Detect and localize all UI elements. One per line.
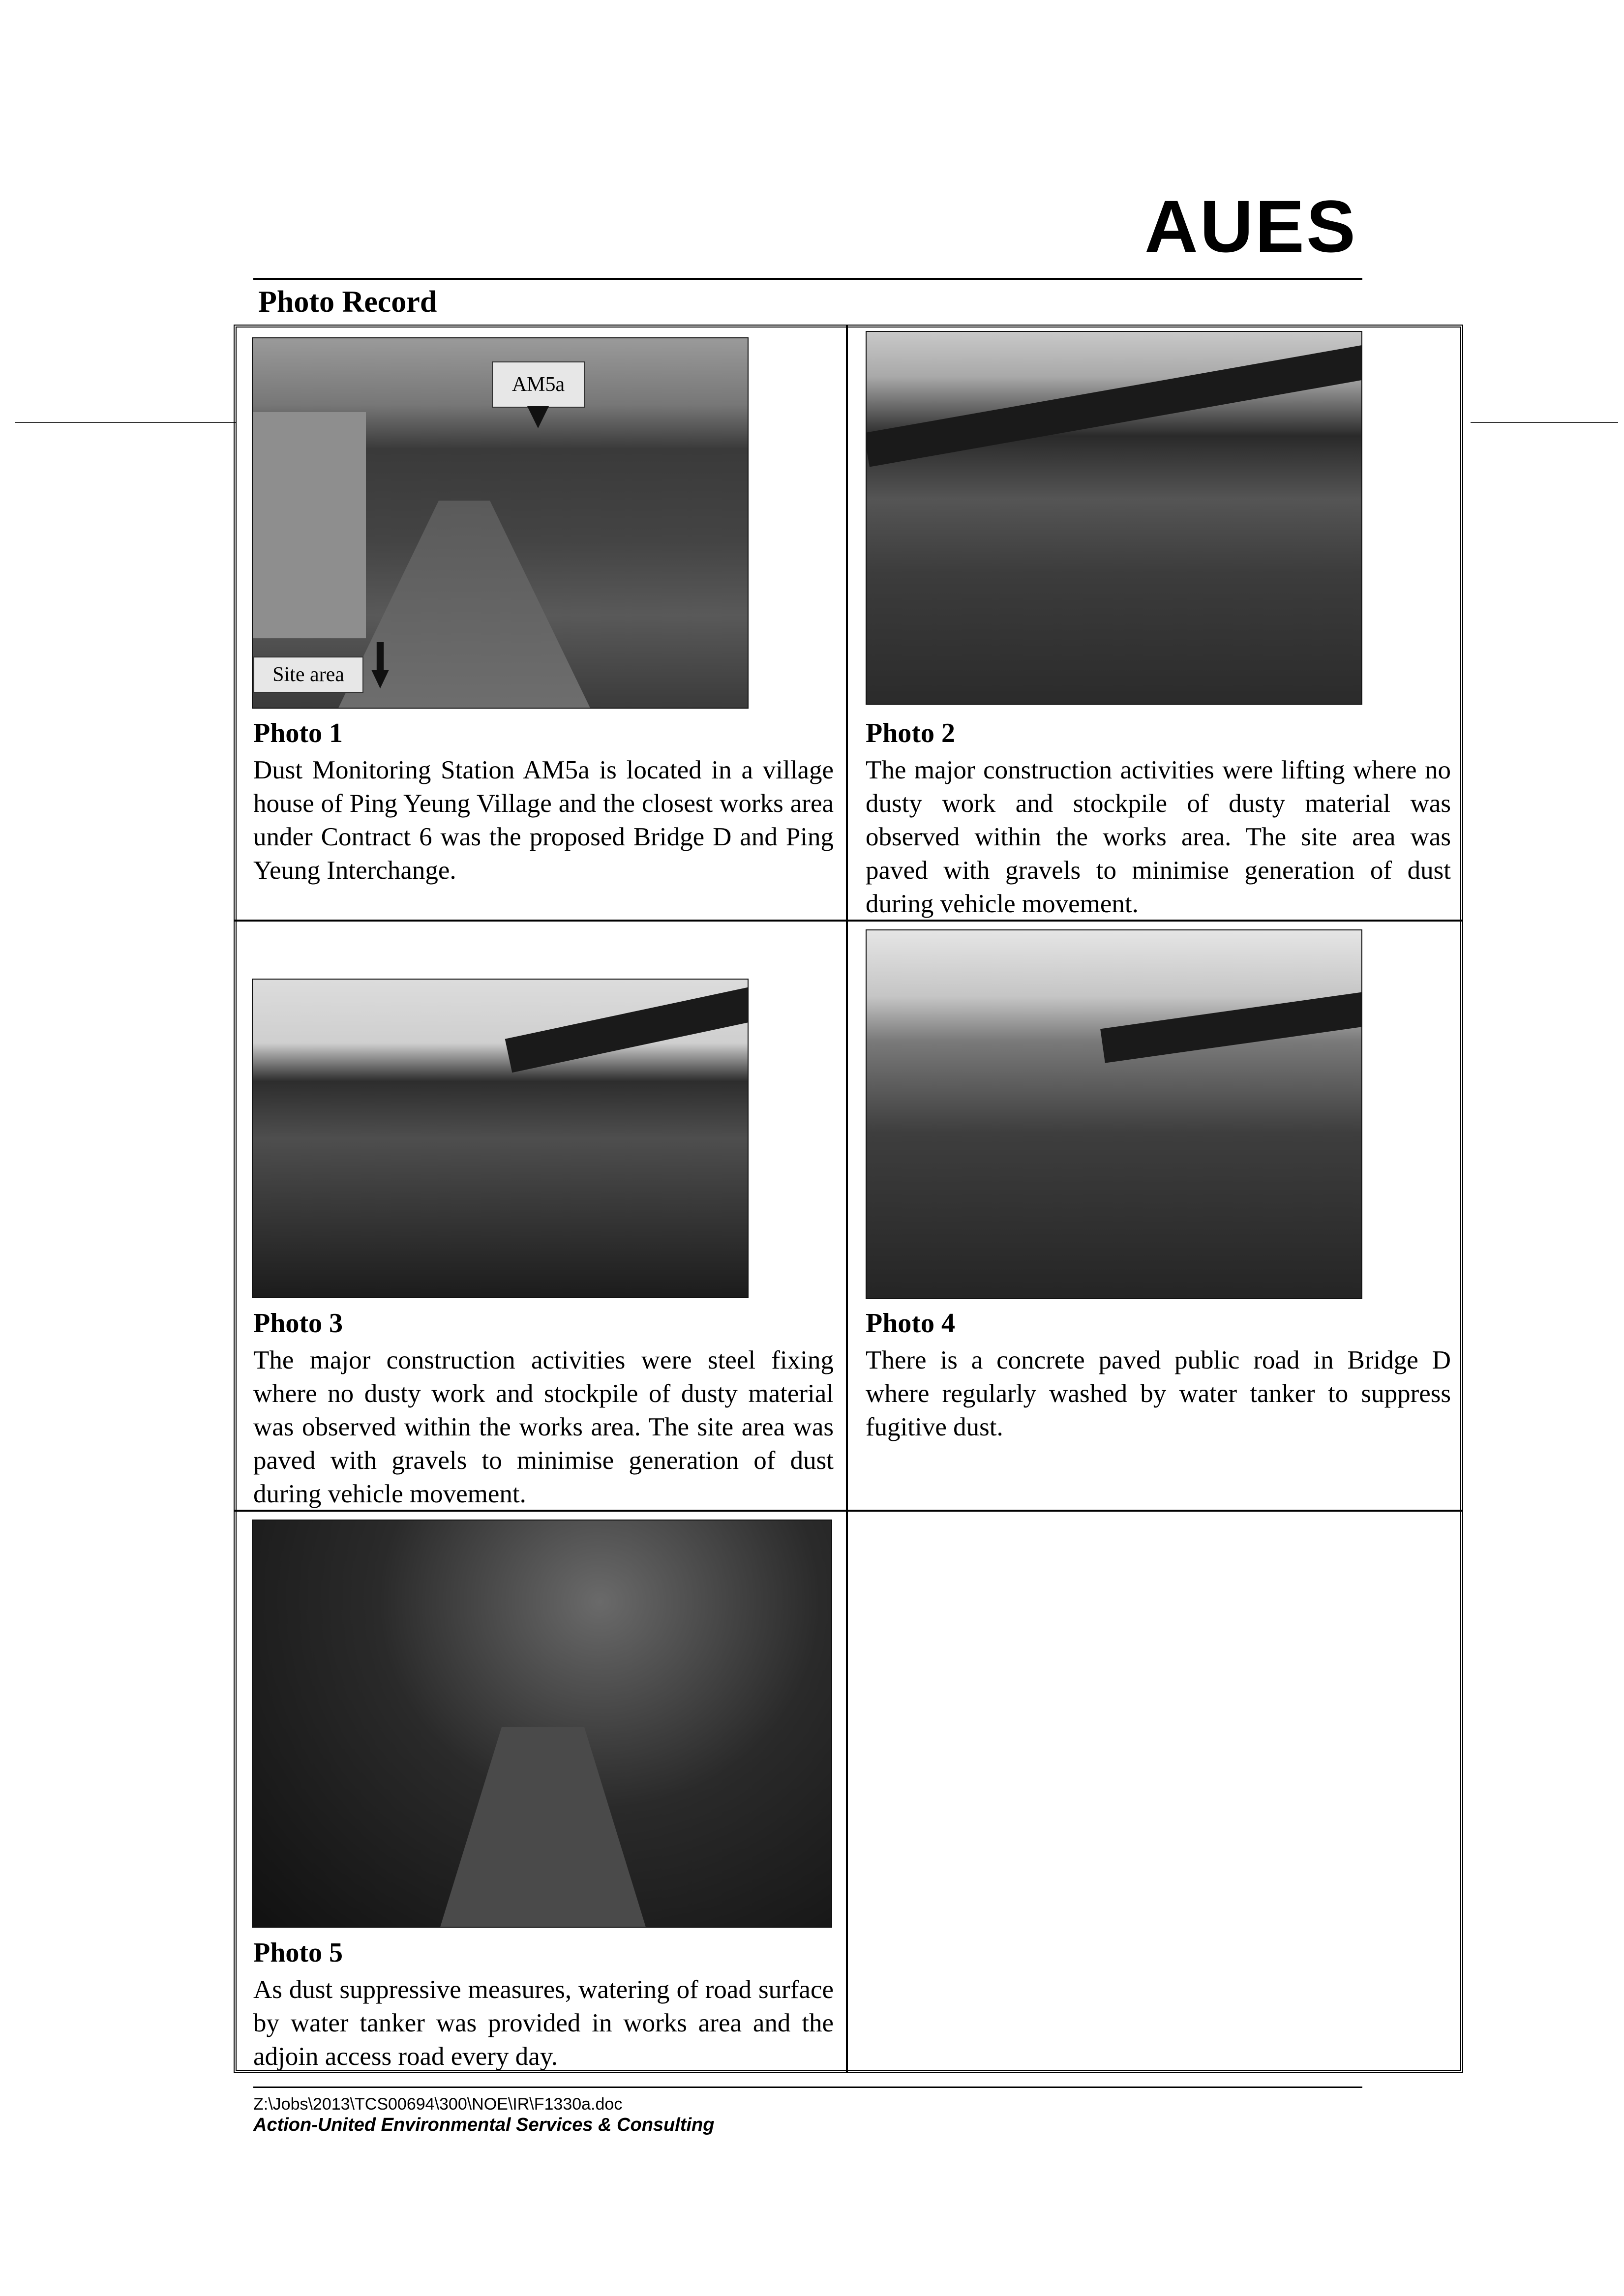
aues-logo: AUES [1144,185,1357,268]
site-area-label: Site area [253,656,363,693]
scan-line-left [15,422,236,423]
photo-2-bridge [866,342,1362,467]
footer-file-path: Z:\Jobs\2013\TCS00694\300\NOE\IR\F1330a.doc [253,2095,623,2114]
photo-3-image [252,979,749,1298]
photo-3-caption: The major construction activities were steel fixing where no dusty work and stockpile of dusty material was observed within the works area. The site area was paved with gravels to minimise generation of dust during vehicle movement. [253,1346,834,1508]
photo-4-image [866,929,1362,1299]
footer-company: Action-United Environmental Services & Consulting [253,2115,715,2135]
footer-rule [253,2087,1362,2088]
am5a-arrow-icon [527,406,549,428]
photo-3-bridge [505,982,749,1073]
page-title: Photo Record [258,285,437,319]
table-column-divider [846,325,848,2073]
photo-1-road [336,501,592,709]
photo-3-title: Photo 3 [253,1308,343,1339]
photo-5-caption: As dust suppressive measures, watering of road surface by water tanker was provided in works area and the adjoin access road every day. [253,1975,834,2071]
photo-2-caption: The major construction activities were lifting where no dusty work and stockpile of dusty material was observed within the works area. The site area was paved with gravels to minimise generation of dust during vehicle movement. [866,756,1451,918]
photo-2-title: Photo 2 [866,718,955,748]
photo-1-title: Photo 1 [253,718,343,748]
am5a-label: AM5a [492,361,585,408]
photo-4-caption: There is a concrete paved public road in Bridge D where regularly washed by water tanker to suppress fugitive dust. [866,1346,1451,1441]
photo-1-wall [253,412,366,638]
photo-4-bridge [1100,990,1362,1063]
photo-4-title: Photo 4 [866,1308,955,1339]
photo-5-title: Photo 5 [253,1938,343,1968]
photo-2-image [866,331,1362,705]
photo-5-path [440,1727,646,1928]
photo-1-caption: Dust Monitoring Station AM5a is located in a village house of Ping Yeung Village and the closest works area under Contract 6 was the proposed Bridge D and Ping Yeung Interchange. [253,756,834,885]
photo-5-image [252,1520,832,1928]
header-rule [253,278,1362,280]
scan-line-right [1471,422,1618,423]
